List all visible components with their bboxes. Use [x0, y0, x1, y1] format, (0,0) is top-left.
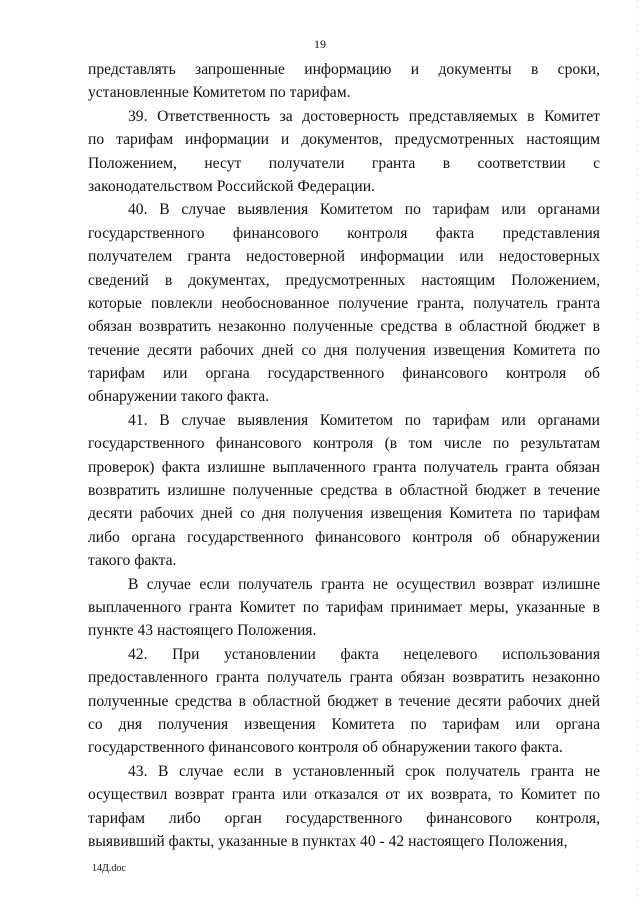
- text-line: государственного финансового контроля факта представления: [88, 224, 600, 242]
- text-line: 40. В случае выявления Комитетом по тарифам или органами: [128, 201, 600, 219]
- text-line: течение десяти рабочих дней со дня получения извещения Комитета по: [88, 341, 600, 359]
- text-line: со дня получения извещения Комитета по тарифам или органа: [88, 715, 600, 733]
- text-line: тарифам или органа государственного финансового контроля об: [88, 365, 600, 383]
- text-line: проверок) факта излишне выплаченного гранта получатель гранта обязан: [88, 458, 600, 476]
- paragraph: [88, 573, 600, 643]
- text-line: В случае если получатель гранта не осуществил возврат излишне: [128, 575, 600, 593]
- text-line: осуществил возврат гранта или отказался от их возврата, то Комитет по: [88, 786, 600, 804]
- text-line: тарифам либо орган государственного финансового контроля,: [88, 809, 600, 827]
- footer-filename: 14Д.doc: [92, 863, 126, 874]
- text-line: получателем гранта недостоверной информации или недостоверных: [88, 248, 600, 266]
- text-line: государственного финансового контроля об обнаружении такого факта.: [88, 739, 563, 757]
- document-body: [88, 58, 600, 853]
- text-line: 42. При установлении факта нецелевого использования: [128, 645, 600, 663]
- text-line: сведений в документах, предусмотренных настоящим Положением,: [88, 271, 600, 289]
- text-line: обнаружении такого факта.: [88, 388, 270, 406]
- text-line: которые повлекли необоснованное получение гранта, получатель гранта: [88, 294, 600, 312]
- paragraph: [88, 760, 600, 854]
- text-line: по тарифам информации и документов, предусмотренных настоящим: [88, 131, 600, 149]
- text-line: либо органа государственного финансового контроля об обнаружении: [88, 528, 600, 546]
- paragraph: [88, 409, 600, 573]
- paragraph: [88, 643, 600, 760]
- text-line: 39. Ответственность за достоверность представляемых в Комитет: [128, 107, 600, 125]
- scan-edge-dots: [637, 0, 638, 905]
- paragraph: [88, 105, 600, 199]
- text-line: законодательством Российской Федерации.: [88, 177, 375, 195]
- text-line: выплаченного гранта Комитет по тарифам принимает меры, указанные в: [88, 598, 600, 616]
- text-line: возвратить излишне полученные средства в областной бюджет в течение: [88, 482, 600, 500]
- paragraph: [88, 198, 600, 409]
- text-line: государственного финансового контроля (в том числе по результатам: [88, 435, 600, 453]
- text-line: 41. В случае выявления Комитетом по тарифам или органами: [128, 411, 600, 429]
- text-line: полученные средства в областной бюджет в течение десяти рабочих дней: [88, 692, 600, 710]
- text-line: такого факта.: [88, 552, 177, 570]
- text-line: установленные Комитетом по тарифам.: [88, 84, 351, 102]
- text-line: Положением, несут получатели гранта в соответствии с: [88, 154, 600, 172]
- text-line: обязан возвратить незаконно полученные средства в областной бюджет в: [88, 318, 600, 336]
- text-line: пункте 43 настоящего Положения.: [88, 622, 317, 640]
- text-line: предоставленного гранта получатель гранта обязан возвратить незаконно: [88, 669, 600, 687]
- text-line: представлять запрошенные информацию и документы в сроки,: [88, 61, 600, 78]
- page-number: 19: [314, 37, 326, 51]
- text-line: 43. В случае если в установленный срок получатель гранта не: [128, 762, 600, 780]
- paragraph: [88, 58, 600, 105]
- text-line: десяти рабочих дней со дня получения извещения Комитета по тарифам: [88, 505, 600, 523]
- text-line: выявивший факты, указанные в пунктах 40 - 42 настоящего Положения,: [88, 832, 568, 850]
